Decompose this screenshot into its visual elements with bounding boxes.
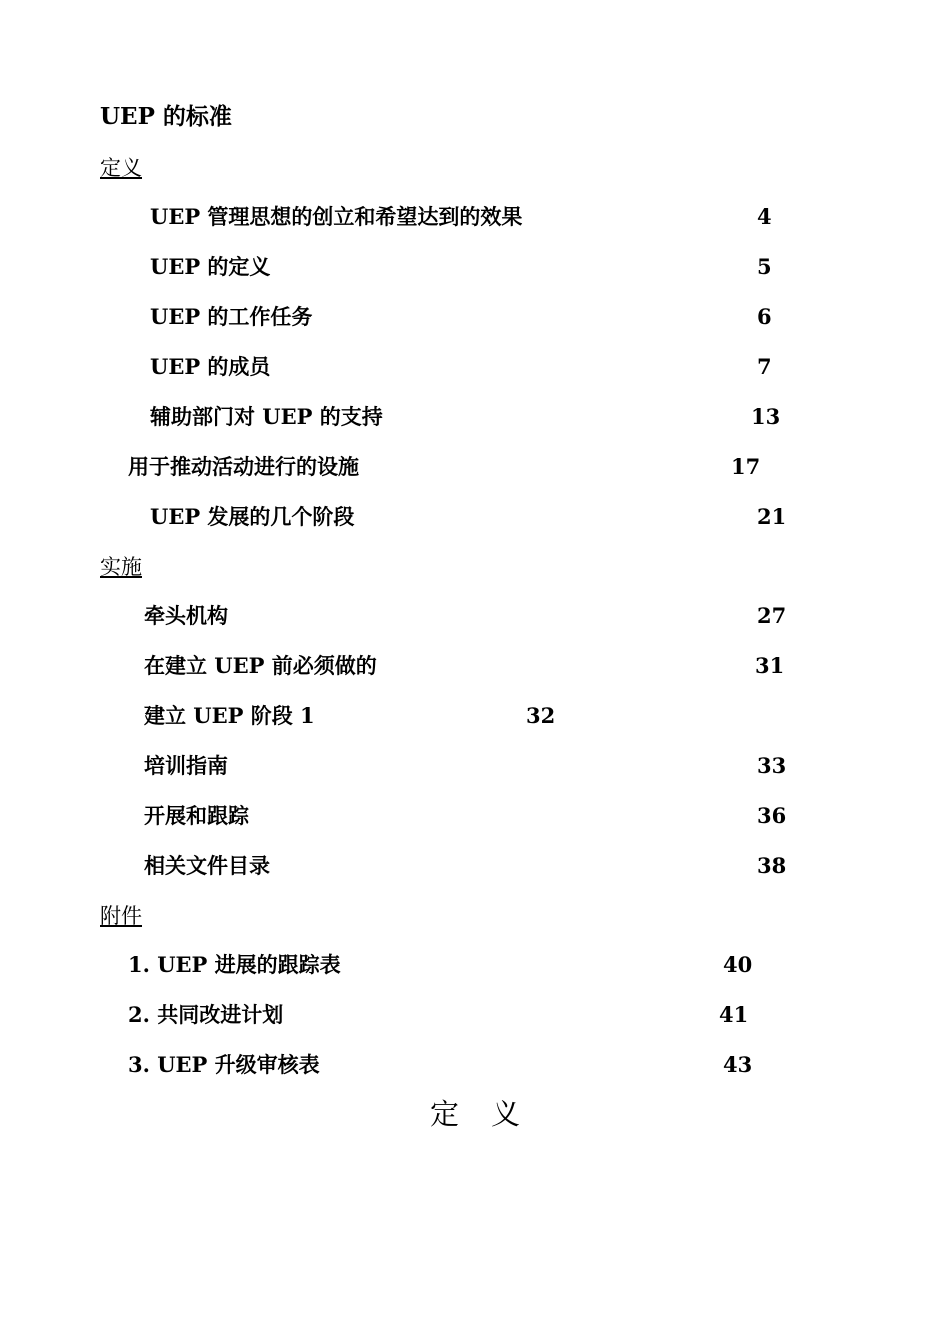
toc-entry-page: 41 xyxy=(719,1002,749,1027)
section-heading-definition: 定义 xyxy=(100,156,142,180)
toc-entry-page: 13 xyxy=(751,404,781,429)
toc-entry-page: 36 xyxy=(757,803,787,828)
toc-entry-text: UEP 的工作任务 xyxy=(150,304,313,329)
toc-entry[interactable] xyxy=(0,452,950,482)
toc-entry-page: 40 xyxy=(723,952,753,977)
toc-entry-text: 用于推动活动进行的设施 xyxy=(128,454,359,479)
toc-entry[interactable] xyxy=(0,352,950,382)
toc-entry[interactable] xyxy=(0,851,950,881)
toc-entry-page: 5 xyxy=(757,254,772,279)
toc-entry-text: 2. 共同改进计划 xyxy=(128,1002,284,1027)
toc-entry-text: 辅助部门对 UEP 的支持 xyxy=(150,404,383,429)
toc-entry-page: 17 xyxy=(731,454,761,479)
toc-entry-text: 培训指南 xyxy=(144,753,228,778)
chapter-heading-char: 义 xyxy=(491,1097,521,1131)
toc-entry[interactable] xyxy=(0,801,950,831)
toc-entry-text: UEP 的定义 xyxy=(150,254,271,279)
toc-entry-page: 31 xyxy=(755,653,785,678)
toc-entry[interactable] xyxy=(0,202,950,232)
section-heading-line xyxy=(0,153,950,183)
document-title: UEP 的标准 xyxy=(100,103,232,130)
toc-entry[interactable] xyxy=(0,1000,950,1030)
toc-entry-page: 21 xyxy=(757,504,787,529)
section-heading-line xyxy=(0,901,950,931)
toc-entry-text: 相关文件目录 xyxy=(144,853,270,878)
document-title-line xyxy=(0,102,950,132)
toc-entry[interactable] xyxy=(0,502,950,532)
toc-entry[interactable] xyxy=(0,252,950,282)
chapter-heading xyxy=(0,1094,950,1134)
toc-entry[interactable] xyxy=(0,701,950,731)
toc-entry[interactable] xyxy=(0,651,950,681)
toc-entry-text: 牵头机构 xyxy=(144,603,228,628)
toc-entry[interactable] xyxy=(0,601,950,631)
section-heading-line xyxy=(0,552,950,582)
chapter-heading-char: 定 xyxy=(429,1097,459,1131)
toc-entry-text: UEP 发展的几个阶段 xyxy=(150,504,355,529)
toc-entry-page: 43 xyxy=(723,1052,753,1077)
toc-entry-text: 开展和跟踪 xyxy=(144,803,249,828)
toc-entry[interactable] xyxy=(0,402,950,432)
toc-entry-page: 4 xyxy=(757,204,772,229)
section-heading-implementation: 实施 xyxy=(100,555,142,579)
toc-entry-text: 3. UEP 升级审核表 xyxy=(128,1052,320,1077)
toc-entry[interactable] xyxy=(0,302,950,332)
toc-entry-text: 在建立 UEP 前必须做的 xyxy=(144,653,377,678)
toc-entry[interactable] xyxy=(0,751,950,781)
toc-entry-page: 27 xyxy=(757,603,787,628)
section-heading-appendix: 附件 xyxy=(100,904,142,928)
toc-entry-page: 7 xyxy=(757,354,772,379)
toc-entry-page: 32 xyxy=(526,703,556,728)
toc-entry-text: UEP 管理思想的创立和希望达到的效果 xyxy=(150,204,523,229)
toc-entry-text: 1. UEP 进展的跟踪表 xyxy=(128,952,341,977)
toc-entry-page: 38 xyxy=(757,853,787,878)
toc-entry[interactable] xyxy=(0,950,950,980)
toc-entry-page: 6 xyxy=(757,304,772,329)
toc-entry-text: 建立 UEP 阶段 1 xyxy=(144,703,315,728)
toc-entry[interactable] xyxy=(0,1050,950,1080)
toc-entry-text: UEP 的成员 xyxy=(150,354,271,379)
toc-entry-page: 33 xyxy=(757,753,787,778)
